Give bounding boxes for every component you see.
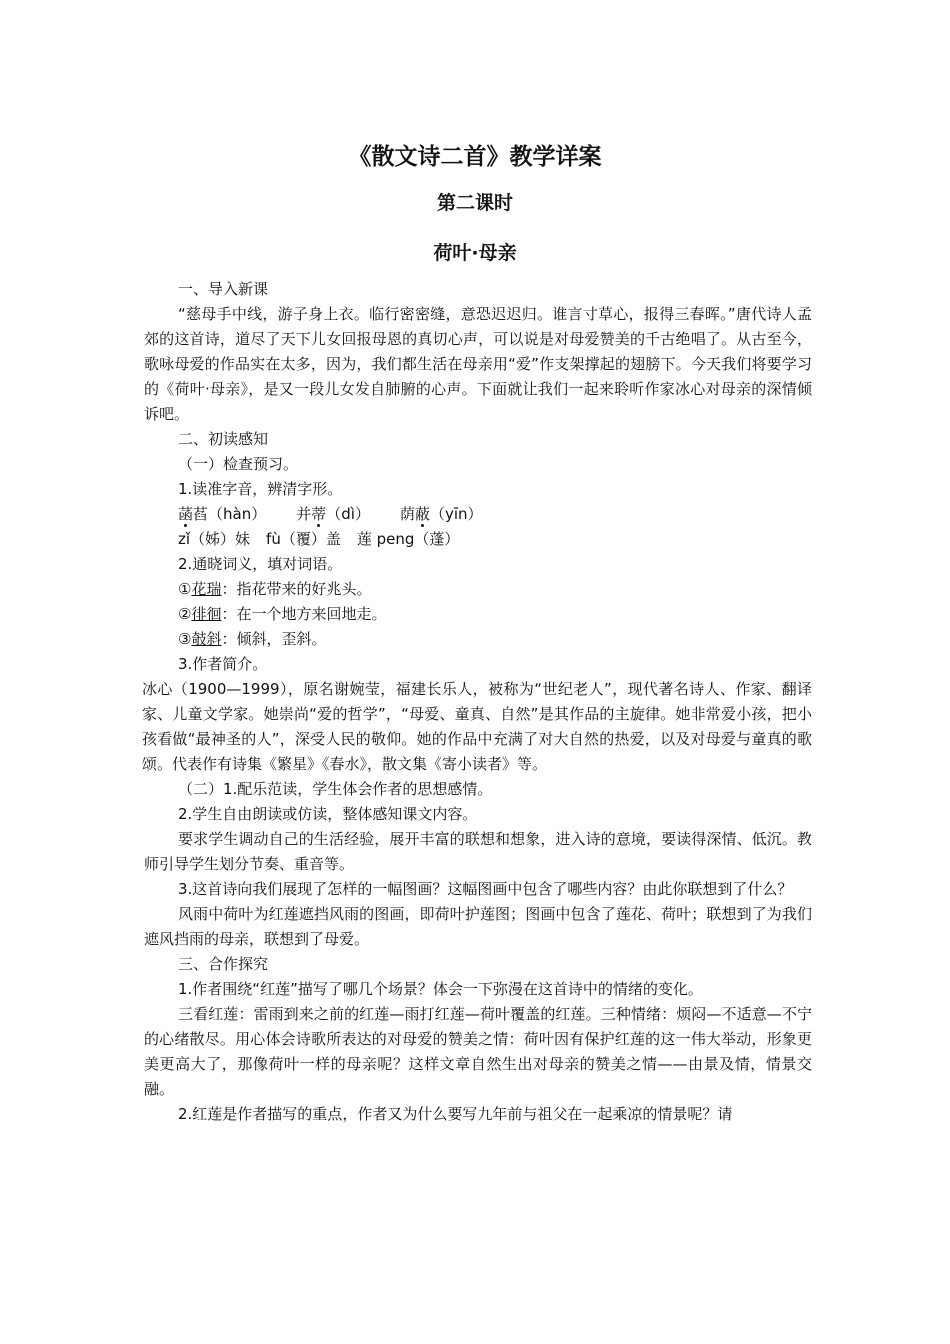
vocab-word: 攲斜 bbox=[191, 630, 222, 648]
poem-title: 荷叶·母亲 bbox=[433, 242, 517, 264]
author-bio: 冰心（1900—1999），原名谢婉莹，福建长乐人，被称为“世纪老人”，现代著名诗人、作家、翻译家、儿童文学家。她崇尚“爱的哲学”，“母爱、童真、自然”是其作品的主旋律。她非常爱小孩，把小孩看做“最神圣的人”，深受人民的敬仰。她的作品中充满了对大自然的热爱，以及对母爱与童真的歌颂。代表作有诗集《繁星》《春水》，散文集《寄小读者》等。 bbox=[142, 680, 812, 773]
pinyin-item: （dì） bbox=[326, 505, 370, 523]
vocab-definition: ：在一个地方来回地走。 bbox=[221, 605, 387, 623]
question-picture: 3.这首诗向我们展现了怎样的一幅图画？这幅图画中包含了哪些内容？由此你联想到了什么？ bbox=[178, 880, 793, 898]
pinyin-item: 荫 bbox=[399, 505, 415, 523]
answer-picture: 风雨中荷叶为红莲遮挡风雨的图画，即荷叶护莲图；图画中包含了莲花、荷叶；联想到了为我们遮风挡雨的母亲，联想到了母爱。 bbox=[144, 905, 812, 948]
question-grandfather: 2.红莲是作者描写的重点，作者又为什么要写九年前与祖父在一起乘凉的情景呢？请 bbox=[178, 1105, 733, 1123]
vocab-word: 花瑞 bbox=[191, 580, 222, 598]
pinyin-item: 并 bbox=[296, 505, 312, 523]
vocab-definition: ：指花带来的好兆头。 bbox=[221, 580, 372, 598]
pinyin-row-1 bbox=[144, 502, 812, 527]
vocab-item bbox=[144, 577, 812, 602]
reading-requirement: 要求学生调动自己的生活经验，展开丰富的联想和想象，进入诗的意境，要读得深情、低沉。教师引导学生划分节奏、重音等。 bbox=[144, 830, 812, 873]
pinyin-item: 莲 peng（蓬） bbox=[356, 530, 460, 548]
pinyin-row-2 bbox=[144, 527, 812, 552]
vocab-number: ① bbox=[178, 580, 192, 598]
pinyin-item: fù（覆）盖 bbox=[266, 530, 341, 548]
vocab-number: ② bbox=[178, 605, 192, 623]
document-body bbox=[144, 277, 812, 1127]
section-heading-reading: 二、初读感知 bbox=[178, 430, 269, 448]
section-heading-intro: 一、导入新课 bbox=[178, 280, 269, 298]
vocab-word: 徘徊 bbox=[191, 605, 222, 623]
question-pronunciation: 1.读准字音，辨清字形。 bbox=[178, 480, 343, 498]
vocab-definition: ：倾斜，歪斜。 bbox=[221, 630, 327, 648]
vocab-item bbox=[144, 602, 812, 627]
pinyin-item: zǐ（姊）妹 bbox=[178, 530, 251, 548]
dotted-char: 蒂 bbox=[311, 505, 327, 523]
question-scenes: 1.作者围绕“红莲”描写了哪几个场景？体会一下弥漫在这首诗中的情绪的变化。 bbox=[178, 980, 703, 998]
section-heading-explore: 三、合作探究 bbox=[178, 955, 269, 973]
subsection-preview: （一）检查预习。 bbox=[178, 455, 299, 473]
vocab-item bbox=[144, 627, 812, 652]
document-title: 《散文诗二首》教学详案 bbox=[348, 144, 602, 170]
reading-step-2: 2.学生自由朗读或仿读，整体感知课文内容。 bbox=[178, 805, 478, 823]
vocab-number: ③ bbox=[178, 630, 192, 648]
dotted-char: 蔽 bbox=[414, 505, 430, 523]
pinyin-item: （yīn） bbox=[430, 505, 483, 523]
pinyin-item: 萏（hàn） bbox=[193, 505, 267, 523]
dotted-char: 菡 bbox=[178, 505, 194, 523]
lesson-subtitle: 第二课时 bbox=[436, 192, 513, 214]
answer-scenes: 三看红莲：雷雨到来之前的红莲—雨打红莲—荷叶覆盖的红莲。三种情绪：烦闷—不适意—不宁的心绪散尽。用心体会诗歌所表达的对母爱的赞美之情：荷叶因有保护红莲的这一伟大举动，形象更美更高大了，那像荷叶一样的母亲呢？这样文章自然生出对母亲的赞美之情——由景及情，情景交融。 bbox=[144, 1005, 812, 1098]
subsection-reading: （二）1.配乐范读，学生体会作者的思想感情。 bbox=[178, 780, 493, 798]
question-vocabulary: 2.通晓词义，填对词语。 bbox=[178, 555, 343, 573]
question-author: 3.作者简介。 bbox=[178, 655, 268, 673]
intro-paragraph: “慈母手中线，游子身上衣。临行密密缝，意恐迟迟归。谁言寸草心，报得三春晖。”唐代诗人孟郊的这首诗，道尽了天下儿女回报母恩的真切心声，可以说是对母爱赞美的千古绝唱了。从古至今，歌咏母爱的作品实在太多，因为，我们都生活在母亲用“爱”作支架撑起的翅膀下。今天我们将要学习的《荷叶·母亲》，是又一段儿女发自肺腑的心声。下面就让我们一起来聆听作家冰心对母亲的深情倾诉吧。 bbox=[144, 305, 812, 423]
